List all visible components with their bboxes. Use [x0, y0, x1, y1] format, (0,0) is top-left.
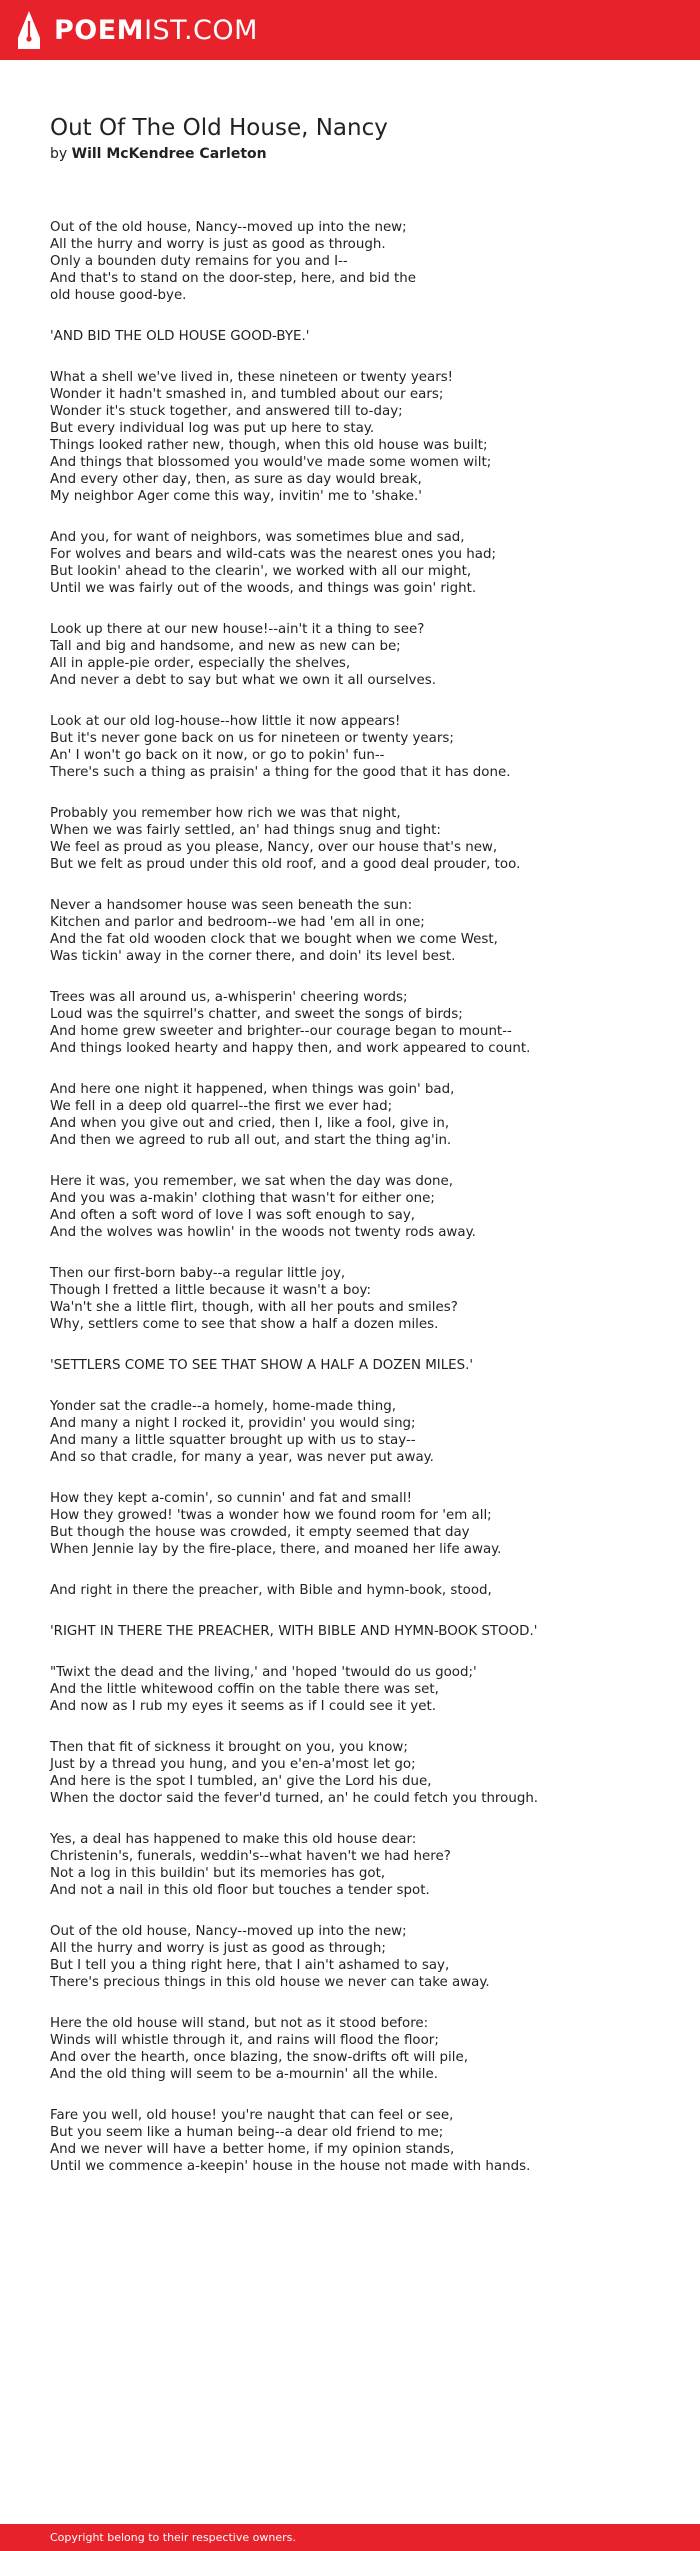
poem-line: 'SETTLERS COME TO SEE THAT SHOW A HALF A DOZEN MILES.' — [50, 1358, 474, 1373]
poem-line: And the little whitewood coffin on the table there was set, — [50, 1682, 439, 1697]
poem-line: Wonder it's stuck together, and answered till to-day; — [50, 404, 403, 419]
poem-line: And right in there the preacher, with Bible and hymn-book, stood, — [50, 1583, 492, 1598]
poem-line: Tall and big and handsome, and new as new can be; — [50, 639, 401, 654]
stanza — [50, 1357, 660, 1374]
poem-line: Here the old house will stand, but not as it stood before: — [50, 2016, 429, 2031]
stanza — [50, 1923, 660, 1991]
poem-line: Yes, a deal has happened to make this old house dear: — [50, 1832, 417, 1847]
poem-line: When the doctor said the fever'd turned, an' he could fetch you through. — [50, 1791, 539, 1806]
poem-line: And many a night I rocked it, providin' you would sing; — [50, 1416, 416, 1431]
poem-line: Yonder sat the cradle--a homely, home-made thing, — [50, 1399, 397, 1414]
poem-line: And when you give out and cried, then I, like a fool, give in, — [50, 1116, 450, 1131]
poem-line: All the hurry and worry is just as good as through; — [50, 1941, 386, 1956]
poem-line: Then our first-born baby--a regular little joy, — [50, 1266, 346, 1281]
poem-line: And never a debt to say but what we own it all ourselves. — [50, 673, 436, 688]
poem-line: Out of the old house, Nancy--moved up into the new; — [50, 220, 407, 235]
stanza — [50, 621, 660, 689]
site-logo-text — [54, 14, 258, 46]
poem-line: Look at our old log-house--how little it now appears! — [50, 714, 401, 729]
poem-line: And many a little squatter brought up with us to stay-- — [50, 1433, 416, 1448]
site-footer — [0, 2524, 700, 2551]
poem-line: And every other day, then, as sure as day would break, — [50, 472, 422, 487]
poem-line: When we was fairly settled, an' had things snug and tight: — [50, 823, 441, 838]
poem-line: Then that fit of sickness it brought on you, you know; — [50, 1740, 408, 1755]
stanza — [50, 1623, 660, 1640]
stanza — [50, 1831, 660, 1899]
poem-line: But lookin' ahead to the clearin', we worked with all our might, — [50, 564, 472, 579]
poem-line: Though I fretted a little because it wasn't a boy: — [50, 1283, 371, 1298]
poem-line: 'AND BID THE OLD HOUSE GOOD-BYE.' — [50, 329, 310, 344]
byline — [50, 145, 650, 164]
poem-line: Kitchen and parlor and bedroom--we had 'em all in one; — [50, 915, 425, 930]
poem-line: Things looked rather new, though, when this old house was built; — [50, 438, 488, 453]
stanza — [50, 897, 660, 965]
poem-line: But it's never gone back on us for nineteen or twenty years; — [50, 731, 454, 746]
stanza — [50, 805, 660, 873]
poem-line: But every individual log was put up here to stay. — [50, 421, 375, 436]
poem-line: What a shell we've lived in, these nineteen or twenty years! — [50, 370, 454, 385]
poem-line: Never a handsomer house was seen beneath the sun: — [50, 898, 413, 913]
stanza — [50, 1398, 660, 1466]
poem-line: Probably you remember how rich we was that night, — [50, 806, 401, 821]
poem-line: Until we was fairly out of the woods, and things was goin' right. — [50, 581, 477, 596]
poem-line: Winds will whistle through it, and rains will flood the floor; — [50, 2033, 439, 2048]
stanza — [50, 1490, 660, 1558]
poem-line: All in apple-pie order, especially the shelves, — [50, 656, 351, 671]
poem-line: Out of the old house, Nancy--moved up into the new; — [50, 1924, 407, 1939]
poem-line: Wa'n't she a little flirt, though, with all her pouts and smiles? — [50, 1300, 458, 1315]
poem-line: My neighbor Ager come this way, invitin' me to 'shake.' — [50, 489, 422, 504]
poem-line: Why, settlers come to see that show a half a dozen miles. — [50, 1317, 439, 1332]
poem-line: Fare you well, old house! you're naught that can feel or see, — [50, 2108, 454, 2123]
poem-line: And you, for want of neighbors, was sometimes blue and sad, — [50, 530, 465, 545]
poem-line: "Twixt the dead and the living,' and 'hoped 'twould do us good;' — [50, 1665, 477, 1680]
poem-line: Until we commence a-keepin' house in the house not made with hands. — [50, 2159, 531, 2174]
poem-line: How they growed! 'twas a wonder how we found room for 'em all; — [50, 1508, 492, 1523]
poem-line: For wolves and bears and wild-cats was the nearest ones you had; — [50, 547, 496, 562]
poem-line: And home grew sweeter and brighter--our courage began to mount-- — [50, 1024, 512, 1039]
poem-line: We feel as proud as you please, Nancy, over our house that's new, — [50, 840, 498, 855]
author-link[interactable]: Will McKendree Carleton — [71, 146, 267, 162]
stanza — [50, 713, 660, 781]
poem-line: And things looked hearty and happy then, and work appeared to count. — [50, 1041, 531, 1056]
poem-line: When Jennie lay by the fire-place, there, and moaned her life away. — [50, 1542, 502, 1557]
site-header — [0, 0, 700, 60]
poem-line: And often a soft word of love I was soft enough to say, — [50, 1208, 416, 1223]
poem-line: But I tell you a thing right here, that I ain't ashamed to say, — [50, 1958, 450, 1973]
poem-line: But we felt as proud under this old roof, and a good deal prouder, too. — [50, 857, 521, 872]
poem-line: Christenin's, funerals, weddin's--what haven't we had here? — [50, 1849, 451, 1864]
poem-line: And so that cradle, for many a year, was never put away. — [50, 1450, 434, 1465]
byline-prefix: by — [50, 146, 68, 162]
poem-line: Trees was all around us, a-whisperin' cheering words; — [50, 990, 408, 1005]
stanza — [50, 369, 660, 505]
logo-text-bold: POEM — [54, 14, 145, 46]
poem-line: And here is the spot I tumbled, an' give the Lord his due, — [50, 1774, 432, 1789]
poem-title: Out Of The Old House, Nancy — [50, 115, 388, 141]
poem-line: Loud was the squirrel's chatter, and sweet the songs of birds; — [50, 1007, 463, 1022]
logo-text-light: IST.COM — [144, 14, 258, 46]
poem-line: And the wolves was howlin' in the woods not twenty rods away. — [50, 1225, 476, 1240]
poem-line: And we never will have a better home, if my opinion stands, — [50, 2142, 455, 2157]
poem-line: All the hurry and worry is just as good as through. — [50, 237, 386, 252]
poem-line: An' I won't go back on it now, or go to pokin' fun-- — [50, 748, 385, 763]
poem-line: old house good-bye. — [50, 288, 187, 303]
stanza — [50, 219, 660, 304]
poem-line: And not a nail in this old floor but touches a tender spot. — [50, 1883, 430, 1898]
poem-line: Was tickin' away in the corner there, and doin' its level best. — [50, 949, 456, 964]
poem-line: But though the house was crowded, it empty seemed that day — [50, 1525, 470, 1540]
poem-line: There's such a thing as praisin' a thing for the good that it has done. — [50, 765, 511, 780]
poem-line: We fell in a deep old quarrel--the first we ever had; — [50, 1099, 393, 1114]
pen-nib-icon — [16, 10, 42, 50]
poem-line: How they kept a-comin', so cunnin' and fat and small! — [50, 1491, 412, 1506]
stanza — [50, 1081, 660, 1149]
stanza — [50, 2015, 660, 2083]
site-logo-link[interactable] — [16, 0, 258, 60]
stanza — [50, 1265, 660, 1333]
poem-line: And here one night it happened, when things was goin' bad, — [50, 1082, 455, 1097]
stanza — [50, 1739, 660, 1807]
poem-line: And now as I rub my eyes it seems as if I could see it yet. — [50, 1699, 436, 1714]
stanza — [50, 989, 660, 1057]
stanza — [50, 1173, 660, 1241]
poem-line: Here it was, you remember, we sat when the day was done, — [50, 1174, 454, 1189]
poem-line: And that's to stand on the door-step, here, and bid the — [50, 271, 416, 286]
stanza — [50, 2107, 660, 2175]
poem-line: And you was a-makin' clothing that wasn't for either one; — [50, 1191, 435, 1206]
poem-line: And the old thing will seem to be a-mournin' all the while. — [50, 2067, 438, 2082]
poem-body — [50, 219, 660, 2199]
copyright-notice: Copyright belong to their respective owners. — [50, 2531, 296, 2544]
poem-line: And over the hearth, once blazing, the snow-drifts oft will pile, — [50, 2050, 468, 2065]
poem-line: Just by a thread you hung, and you e'en-a'most let go; — [50, 1757, 416, 1772]
stanza — [50, 1664, 660, 1715]
stanza — [50, 1582, 660, 1599]
poem-line: There's precious things in this old house we never can take away. — [50, 1975, 490, 1990]
stanza — [50, 328, 660, 345]
poem-heading — [50, 114, 650, 164]
poem-line: Look up there at our new house!--ain't it a thing to see? — [50, 622, 425, 637]
poem-line: And the fat old wooden clock that we bought when we come West, — [50, 932, 498, 947]
stanza — [50, 529, 660, 597]
poem-line: And things that blossomed you would've made some women wilt; — [50, 455, 492, 470]
poem-line: 'RIGHT IN THERE THE PREACHER, WITH BIBLE AND HYMN-BOOK STOOD.' — [50, 1624, 538, 1639]
poem-line: Wonder it hadn't smashed in, and tumbled about our ears; — [50, 387, 444, 402]
poem-line: But you seem like a human being--a dear old friend to me; — [50, 2125, 444, 2140]
poem-line: Not a log in this buildin' but its memories has got, — [50, 1866, 386, 1881]
poem-line: And then we agreed to rub all out, and start the thing ag'in. — [50, 1133, 452, 1148]
poem-line: Only a bounden duty remains for you and I-- — [50, 254, 348, 269]
